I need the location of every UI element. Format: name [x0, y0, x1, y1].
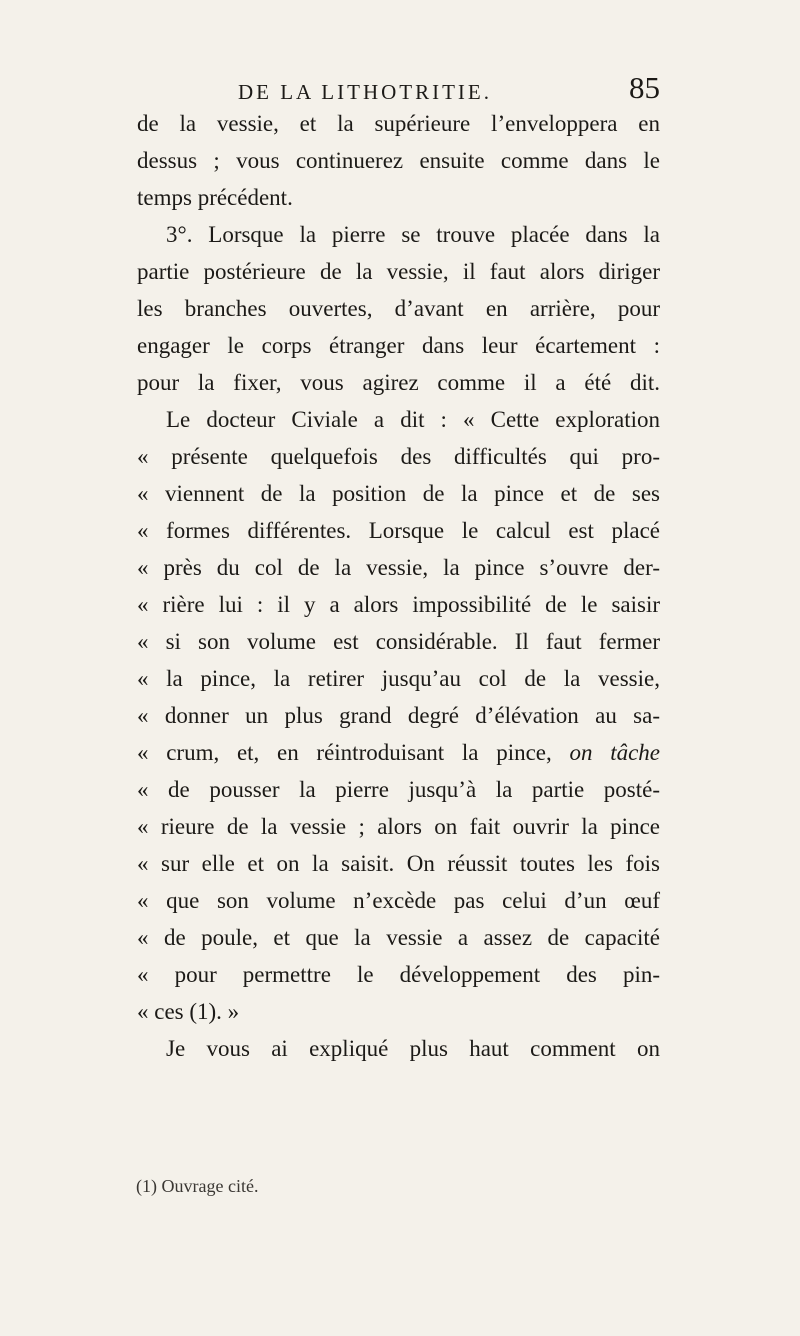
quote-line: « que son volume n’excède pas celui d’un œuf	[137, 888, 660, 913]
quote-line: « présente quelquefois des difficultés qui pro-	[137, 444, 660, 469]
quote-line: « de pousser la pierre jusqu’à la partie posté-	[137, 777, 660, 802]
italic-phrase: on tâche	[569, 740, 661, 765]
quote-line: « pour permettre le développement des pin-	[137, 962, 660, 987]
quote-line: « sur elle et on la saisit. On réussit toutes les fois	[137, 851, 660, 876]
text-line: pour la fixer, vous agirez comme il a été dit.	[137, 370, 660, 395]
quote-line: « de poule, et que la vessie a assez de capacité	[137, 925, 660, 950]
quote-line: « rière lui : il y a alors impossibilité de le saisir	[137, 592, 660, 617]
quote-line: « donner un plus grand degré d’élévation au sa-	[137, 703, 660, 728]
text-line: Le docteur Civiale a dit : « Cette exploration	[166, 407, 660, 432]
quote-line: « la pince, la retirer jusqu’au col de la vessie,	[137, 666, 660, 691]
text-line: les branches ouvertes, d’avant en arrière, pour	[137, 296, 660, 321]
text-line: Je vous ai expliqué plus haut comment on	[166, 1036, 660, 1061]
quote-line: « viennent de la position de la pince et de ses	[137, 481, 660, 506]
quote-line	[137, 735, 660, 771]
quote-line: « formes différentes. Lorsque le calcul est placé	[137, 518, 660, 543]
text-line: partie postérieure de la vessie, il faut alors diriger	[137, 259, 660, 284]
quote-line: « près du col de la vessie, la pince s’ouvre der-	[137, 555, 660, 580]
quote-line: « si son volume est considérable. Il faut fermer	[137, 629, 660, 654]
running-head: DE LA LITHOTRITIE.	[237, 80, 493, 104]
page-number: 85	[629, 70, 660, 105]
quote-line: « rieure de la vessie ; alors on fait ouvrir la pince	[137, 814, 660, 839]
text-line: dessus ; vous continuerez ensuite comme dans le	[137, 148, 660, 173]
text-line: temps précédent.	[137, 185, 293, 210]
footnote: (1) Ouvrage cité.	[136, 1176, 259, 1196]
quote-line-text: « crum, et, en réintroduisant la pince,	[137, 740, 570, 765]
text-line: 3°. Lorsque la pierre se trouve placée dans la	[166, 222, 660, 247]
text-line: de la vessie, et la supérieure l’enveloppera en	[137, 111, 660, 136]
text-line: engager le corps étranger dans leur écartement :	[137, 333, 660, 358]
quote-line: « ces (1). »	[137, 999, 240, 1024]
page-header	[130, 70, 660, 110]
